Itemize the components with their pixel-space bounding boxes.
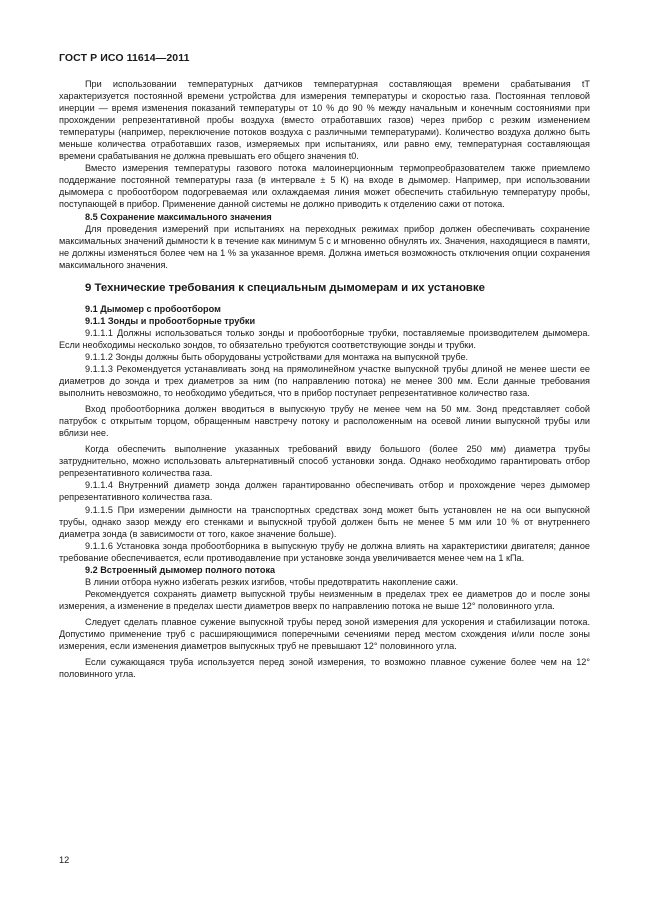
paragraph: При использовании температурных датчиков температурная составляющая времени срабатывания tT характеризуется постоянной времени устройства для измерения температуры и скоростью газа. Постоянная тепловой инерции — время изменения показаний температуры от 10 % до 90 % между начальным и конечным состояниями при прохождении репрезентативной пробы воздуха (вместо отработавших газов) через прибор с резким изменением температуры (например, переключение потоков воздуха с различными температурами). Количество воздуха должно быть меньше количества отработавших газов, измеряемых при испытаниях, или равно ему, температурная составляющая времени срабатывания не должна превышать его общего значения t0. <box>59 79 590 162</box>
section-heading-8-5: 8.5 Сохранение максимального значения <box>85 211 272 222</box>
paragraph: Для проведения измерений при испытаниях на переходных режимах прибор должен обеспечивать сохранение максимальных значений дымности k в течение как минимум 5 с и мгновенно обнулять их. Значения, находящиеся в памяти, не должны изменяться более чем на 1 % за указанное время. Должна иметься возможность отключения опции сохранения максимального значения. <box>59 223 590 270</box>
paragraph: 9.1.1.1 Должны использоваться только зонды и пробоотборные трубки, поставляемые производителем дымомера. Если необходимы несколько зондов, то обязательно требуются соответствующие зонды и трубки. <box>59 327 590 350</box>
paragraph: Когда обеспечить выполнение указанных требований ввиду большого (более 250 мм) диаметра трубы затруднительно, можно использовать альтернативный способ установки зонда. Однако необходимо гарантировать отбор репрезентативного количества газа. <box>59 444 590 479</box>
section-heading-9: 9 Технические требования к специальным дымомерам и их установке <box>85 281 485 294</box>
paragraph: 9.1.1.5 При измерении дымности на транспортных средствах зонд может быть установлен не на оси выпускной трубы, однако зазор между его стенками и выпускной трубой должен быть не менее 5 мм или 10 % от внутреннего диаметра зонда (в зависимости от того, какое значение больше). <box>59 504 590 539</box>
page-number: 12 <box>59 855 70 865</box>
paragraph: 9.1.1.4 Внутренний диаметр зонда должен гарантированно обеспечивать отбор и прохождение через дымомер репрезентативного количества газа. <box>59 480 590 503</box>
paragraph: 9.1.1.3 Рекомендуется устанавливать зонд на прямолинейном участке выпускной трубы длиной не менее шести ее диаметров до зонда и трех диаметров за ним (по направлению потока) не менее 300 мм. Если данные требования выполнить невозможно, то необходимо убедиться, что в прибор поступает репрезентативное количество газа. <box>59 363 590 399</box>
paragraph: Вместо измерения температуры газового потока малоинерционным термопреобразователем также приемлемо поддержание постоянной температуры газа (в интервале ± 5 К) на входе в дымомер. Например, при использовании дымомера с пробоотбором подогреваемая или охлаждаемая линия может обеспечить стабильную температуру пробы, поступающей в прибор. Применение данной системы не должно приводить к отделению сажи от потока. <box>59 163 590 210</box>
document-header: ГОСТ Р ИСО 11614—2011 <box>59 52 190 64</box>
subsection-heading-9-1-1: 9.1.1 Зонды и пробоотборные трубки <box>85 315 256 326</box>
paragraph: Рекомендуется сохранять диаметр выпускной трубы неизменным в пределах трех ее диаметров до и после зоны измерения, а изменение в пределах шести диаметров вверх по направлению потока не выше 12° половинного угла. <box>59 588 590 611</box>
subsection-heading-9-1: 9.1 Дымомер с пробоотбором <box>85 303 221 314</box>
paragraph: Следует сделать плавное сужение выпускной трубы перед зоной измерения для ускорения и стабилизации потока. Допустимо применение труб с расширяющимися поперечными сечениями перед местом схождения и/или после зоны измерения, если изменения диаметров выпускных труб не превышают 12° половинного угла. <box>59 616 590 652</box>
paragraph: Если сужающаяся труба используется перед зоной измерения, то возможно плавное сужение более чем на 12° половинного угла. <box>59 657 590 680</box>
document-body <box>59 78 590 680</box>
paragraph: 9.1.1.6 Установка зонда пробоотборника в выпускную трубу не должна влиять на характеристики двигателя; данное требование обеспечивается, если противодавление при установке зонда увеличивается менее чем на 1 кПа. <box>59 540 590 563</box>
subsection-heading-9-2: 9.2 Встроенный дымомер полного потока <box>85 564 276 575</box>
paragraph: 9.1.1.2 Зонды должны быть оборудованы устройствами для монтажа на выпускной трубе. <box>85 351 469 362</box>
paragraph: В линии отбора нужно избегать резких изгибов, чтобы предотвратить накопление сажи. <box>85 576 459 587</box>
paragraph: Вход пробоотборника должен вводиться в выпускную трубу не менее чем на 50 мм. Зонд представляет собой патрубок с открытым торцом, обращенным навстречу потоку и расположенным на осевой линии выпускной трубы или вблизи нее. <box>59 404 590 439</box>
